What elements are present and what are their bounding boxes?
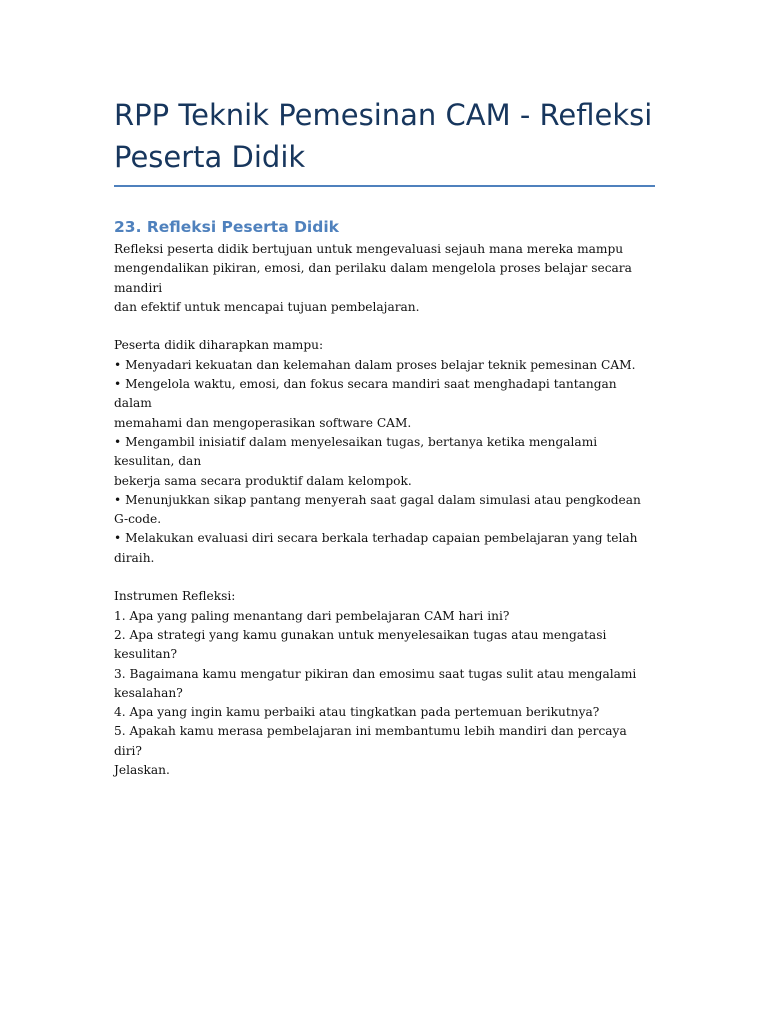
list-label: Instrumen Refleksi: — [114, 589, 236, 604]
list-item: • Mengambil inisiatif dalam menyelesaikan tugas, bertanya ketika mengalami kesulitan, dan — [114, 434, 598, 469]
list-item: • Menunjukkan sikap pantang menyerah saat gagal dalam simulasi atau pengkodean G-code. — [114, 492, 641, 527]
text-line: mengendalikan pikiran, emosi, dan perilaku dalam mengelola proses belajar secara mandiri — [114, 261, 632, 295]
list-item: memahami dan mengoperasikan software CAM. — [114, 415, 412, 430]
title-line: RPP Teknik Pemesinan CAM - Refleksi — [114, 98, 653, 132]
paragraph-spacer — [114, 317, 656, 336]
section-body — [114, 240, 656, 780]
intro-paragraph — [114, 240, 656, 317]
title-line: Peserta Didik — [114, 140, 306, 174]
list-item: • Melakukan evaluasi diri secara berkala terhadap capaian pembelajaran yang telah diraih. — [114, 531, 638, 565]
text-line: Refleksi peserta didik bertujuan untuk mengevaluasi sejauh mana mereka mampu — [114, 242, 624, 256]
list-item: Jelaskan. — [114, 763, 170, 778]
list-label: Peserta didik diharapkan mampu: — [114, 338, 324, 353]
list-item: bekerja sama secara produktif dalam kelompok. — [114, 473, 412, 488]
title-divider — [114, 185, 655, 187]
document-page — [114, 94, 656, 780]
document-title — [114, 94, 656, 178]
expectations-list — [114, 336, 656, 568]
section-heading: 23. Refleksi Peserta Didik — [114, 218, 339, 236]
list-item: • Mengelola waktu, emosi, dan fokus secara mandiri saat menghadapi tantangan dalam — [114, 377, 617, 411]
list-item: kesalahan? — [114, 685, 183, 700]
list-item: • Menyadari kekuatan dan kelemahan dalam proses belajar teknik pemesinan CAM. — [114, 357, 636, 372]
list-item: 4. Apa yang ingin kamu perbaiki atau tingkatkan pada pertemuan berikutnya? — [114, 705, 600, 720]
instruments-list — [114, 587, 656, 780]
paragraph-spacer — [114, 568, 656, 587]
list-item: 1. Apa yang paling menantang dari pembelajaran CAM hari ini? — [114, 608, 510, 623]
list-item: 2. Apa strategi yang kamu gunakan untuk menyelesaikan tugas atau mengatasi kesulitan? — [114, 627, 607, 662]
text-line: dan efektif untuk mencapai tujuan pembelajaran. — [114, 299, 420, 314]
list-item: 3. Bagaimana kamu mengatur pikiran dan emosimu saat tugas sulit atau mengalami — [114, 666, 637, 681]
list-item: 5. Apakah kamu merasa pembelajaran ini membantumu lebih mandiri dan percaya diri? — [114, 724, 627, 758]
